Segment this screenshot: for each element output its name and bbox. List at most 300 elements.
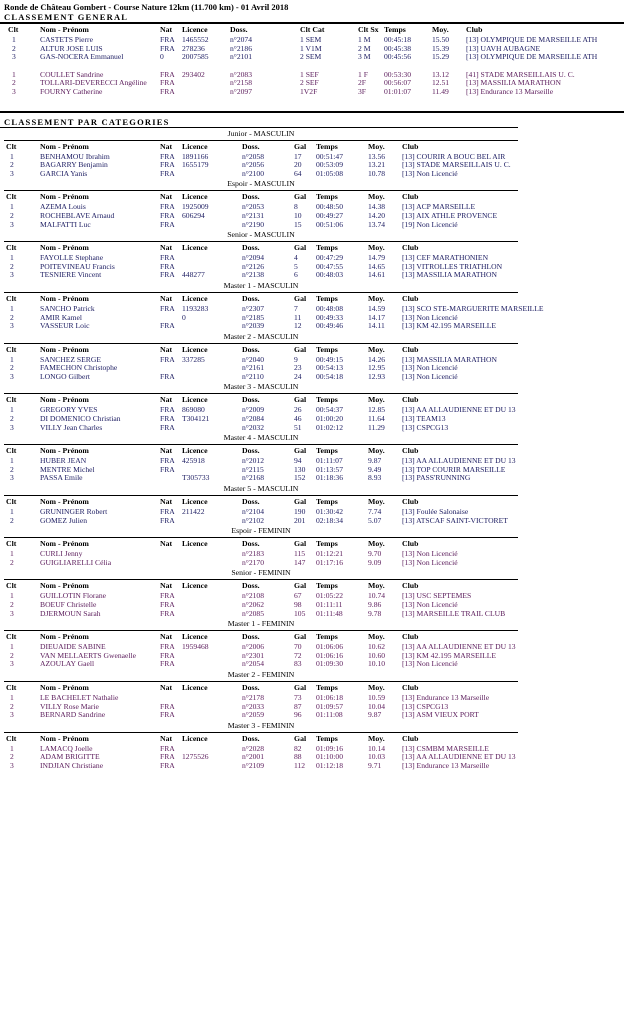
cell-overall: 7 [294, 303, 298, 313]
header-licence: Licence [182, 632, 208, 642]
cell-nat: FRA [160, 253, 175, 263]
cell-speed: 15.50 [432, 35, 450, 44]
cell-nat: FRA [160, 78, 175, 88]
cell-rank: 1 [10, 253, 14, 263]
cell-time: 00:47:55 [316, 261, 344, 271]
cell-bib: n°2039 [242, 321, 265, 331]
cell-bib: n°2138 [242, 270, 265, 280]
header-speed: Moy. [368, 395, 385, 405]
cell-nat: FRA [160, 151, 175, 161]
cell-bib: n°2185 [242, 312, 265, 322]
header-bib: Doss. [242, 395, 260, 405]
category-header-row [4, 733, 518, 745]
cell-bib: n°2062 [242, 600, 265, 609]
cell-bib: n°2006 [242, 642, 265, 652]
cell-overall: 82 [294, 743, 302, 753]
cell-cat-rank: 2 SEF [300, 78, 319, 88]
header-bib: Doss. [242, 632, 260, 642]
cell-bib: n°2085 [242, 608, 265, 618]
header-rank: Clt [6, 581, 17, 591]
cell-overall: 201 [294, 515, 306, 525]
cell-club: [13] TEAM13 [402, 414, 446, 424]
cell-licence [182, 703, 242, 712]
cell-speed: 14.65 [368, 261, 386, 271]
header-club: Club [402, 446, 419, 456]
header-nat: Nat [160, 581, 173, 591]
category-block [4, 483, 518, 525]
cell-time: 00:54:13 [316, 363, 344, 373]
cell-name: SANCHO Patrick [40, 303, 95, 313]
header-time: Temps [316, 243, 338, 253]
cell-bib: n°2032 [242, 422, 265, 432]
cell-licence: 1891166 [182, 151, 209, 161]
header-nat: Nat [160, 141, 173, 151]
cell-time: 01:12:21 [316, 549, 344, 559]
cell-name: SANCHEZ SERGE [40, 354, 101, 364]
category-title: Senior - MASCULIN [227, 230, 295, 240]
header-rank: Clt [6, 733, 17, 743]
cell-bib: n°2012 [242, 456, 265, 466]
cell-time: 00:51:06 [316, 219, 344, 229]
cell-rank: 1 [10, 743, 14, 753]
cell-rank: 3 [10, 422, 14, 432]
cell-licence: 1959468 [182, 642, 209, 652]
header-speed: Moy. [368, 497, 385, 507]
category-title: Master 5 - MASCULIN [223, 484, 299, 494]
cell-licence: 2007585 [182, 52, 209, 62]
cell-speed: 9.70 [368, 549, 382, 559]
header-rank: Clt [6, 632, 17, 642]
table-row [4, 271, 518, 280]
header-licence: Licence [182, 192, 208, 202]
cell-name: DIEUAIDE SABINE [40, 642, 106, 652]
cell-nat: FRA [160, 69, 175, 79]
cell-rank: 1 [10, 303, 14, 313]
cell-overall: 15 [294, 219, 302, 229]
cell-speed: 7.74 [368, 507, 382, 517]
cell-name: GUILLOTIN Florane [40, 591, 107, 601]
table-row [4, 711, 518, 720]
cell-rank: 2 [10, 557, 14, 567]
cell-bib: n°2110 [242, 371, 264, 381]
category-block [4, 669, 518, 720]
cell-time: 00:54:37 [316, 405, 344, 415]
header-time: Temps [316, 192, 338, 202]
header-rank: Clt [6, 344, 17, 354]
header-name: Nom - Prénom [40, 446, 89, 456]
cell-time: 01:00:20 [316, 414, 344, 424]
cell-nat: FRA [160, 642, 175, 652]
cell-time: 01:09:57 [316, 701, 344, 711]
cell-club: [13] KM 42.195 MARSEILLE [402, 650, 497, 660]
cell-rank: 2 [10, 312, 14, 322]
cell-speed: 14.20 [368, 210, 386, 220]
header-bib: Doss. [242, 344, 260, 354]
cell-overall: 190 [294, 507, 306, 517]
cell-rank: 2 [10, 160, 14, 170]
header-name: Nom - Prénom [40, 25, 89, 34]
header-time: Temps [316, 682, 338, 692]
cell-rank: 1 [12, 69, 16, 79]
cell-rank: 2 [10, 701, 14, 711]
cell-speed: 14.17 [368, 312, 386, 322]
cell-nat: FRA [160, 371, 175, 381]
header-bib: Doss. [242, 682, 260, 692]
header-time: Temps [316, 293, 338, 303]
header-club: Club [402, 243, 419, 253]
category-table [4, 538, 518, 567]
cell-club: [13] USC SEPTEMES [402, 591, 472, 601]
cell-licence: 425918 [182, 456, 205, 466]
cell-nat: FRA [160, 321, 175, 331]
category-title: Senior - FEMININ [231, 568, 291, 578]
cell-bib: n°2056 [242, 160, 265, 170]
cell-time: 01:30:42 [316, 507, 344, 517]
cell-speed: 10.10 [368, 659, 386, 669]
cell-cat-rank: 1 V1M [300, 43, 322, 53]
cell-nat [160, 474, 182, 483]
cell-club: [13] Endurance 13 Marseille [402, 760, 490, 770]
cell-club: [13] Non Licencié [402, 371, 458, 381]
cell-speed: 10.60 [368, 650, 386, 660]
cell-bib: n°2094 [242, 253, 265, 263]
cell-name: FOURNY Catherine [40, 86, 103, 96]
cell-overall: 152 [294, 473, 306, 483]
cell-club: [13] TOP COURIR MARSEILLE [402, 464, 506, 474]
cell-name: DJERMOUN Sarah [40, 608, 101, 618]
cell-overall: 4 [294, 253, 298, 263]
cell-time: 01:02:12 [316, 422, 344, 432]
category-table [4, 445, 518, 483]
cell-nat: FRA [160, 422, 175, 432]
cell-speed: 9.78 [368, 608, 382, 618]
cell-speed: 14.59 [368, 303, 386, 313]
cell-licence [182, 254, 242, 263]
cell-bib: n°2186 [230, 43, 253, 53]
cell-sex-rank: 1 F [358, 69, 368, 79]
cell-club: [13] Non Licencié [402, 549, 458, 559]
header-time: Temps [316, 581, 338, 591]
cell-overall: 98 [294, 600, 302, 609]
cell-overall: 9 [294, 354, 298, 364]
cell-rank: 3 [10, 608, 14, 618]
cell-licence [182, 373, 242, 382]
cell-nat: FRA [160, 202, 175, 212]
cell-sex-rank: 3F [358, 86, 367, 96]
cell-nat: FRA [160, 261, 175, 271]
cell-speed: 9.09 [368, 557, 382, 567]
cell-time: 00:45:56 [384, 52, 412, 62]
cell-time: 00:49:33 [316, 312, 344, 322]
cell-speed: 14.11 [368, 321, 385, 331]
cell-overall: 96 [294, 710, 302, 720]
cell-licence [182, 170, 242, 179]
cell-nat: FRA [160, 752, 175, 762]
cell-rank: 2 [10, 515, 14, 525]
header-rank: Clt [6, 395, 17, 405]
cell-bib: n°2074 [230, 35, 253, 44]
cell-name: GARCIA Yanis [40, 168, 88, 178]
cell-club: [13] MASSILIA MARATHON [402, 270, 497, 280]
cell-name: CURLI Jenny [40, 549, 83, 559]
cell-time: 00:47:29 [316, 253, 344, 263]
cell-licence: 337285 [182, 354, 205, 364]
category-table [4, 580, 518, 618]
header-name: Nom - Prénom [40, 581, 89, 591]
cell-rank: 1 [10, 591, 14, 601]
cell-club: [13] MASSILIA MARATHON [466, 78, 561, 88]
header-nat: Nat [160, 497, 173, 507]
header-licence: Licence [182, 497, 208, 507]
header-speed: Moy. [368, 733, 385, 743]
cell-time: 00:49:46 [316, 321, 344, 331]
cell-name: TOLLARI-DEVERECCI Angéline [40, 78, 147, 88]
cell-bib: n°2190 [242, 219, 265, 229]
header-overall: Gal [294, 446, 307, 456]
cell-speed: 9.87 [368, 456, 382, 466]
cell-speed: 10.74 [368, 591, 386, 601]
cell-name: POITEVINEAU Francis [40, 261, 115, 271]
cell-rank: 2 [10, 210, 14, 220]
cell-time: 00:48:50 [316, 202, 344, 212]
header-time: Temps [316, 632, 338, 642]
cell-overall: 94 [294, 456, 302, 466]
cell-club: [13] VITROLLES TRIATHLON [402, 261, 503, 271]
category-block [4, 618, 518, 669]
cell-speed: 11.64 [368, 414, 385, 424]
cell-nat: FRA [160, 743, 175, 753]
cell-overall: 112 [294, 760, 306, 770]
header-overall: Gal [294, 733, 307, 743]
cell-licence: T305733 [182, 473, 210, 483]
header-overall: Gal [294, 497, 307, 507]
header-overall: Gal [294, 243, 307, 253]
table-row [4, 424, 518, 433]
header-speed: Moy. [368, 192, 385, 202]
cell-nat: FRA [160, 210, 175, 220]
cell-bib: n°2033 [242, 701, 265, 711]
header-overall: Gal [294, 141, 307, 151]
cell-licence [182, 517, 242, 526]
cell-time: 00:49:27 [316, 210, 344, 220]
header-overall: Gal [294, 632, 307, 642]
header-overall: Gal [294, 539, 307, 549]
category-table [4, 344, 518, 382]
cell-rank: 2 [10, 650, 14, 660]
cell-rank: 2 [12, 43, 16, 53]
cell-bib: n°2108 [242, 591, 265, 601]
table-row [4, 53, 624, 62]
cell-name: GOMEZ Julien [40, 515, 88, 525]
cell-rank: 3 [10, 168, 14, 178]
cell-overall: 20 [294, 160, 302, 170]
cell-licence: 0 [182, 312, 186, 322]
cell-speed: 9.71 [368, 760, 382, 770]
cell-overall: 26 [294, 405, 302, 415]
cell-club: [13] Non Licencié [402, 600, 458, 609]
header-rank: Clt [6, 446, 17, 456]
cell-bib: n°2109 [242, 760, 265, 770]
cell-name: ROCHEBLAVE Arnaud [40, 210, 115, 220]
cell-nat: FRA [160, 600, 175, 609]
cell-speed: 13.12 [432, 69, 450, 79]
cell-name: GRUNINGER Robert [40, 507, 108, 517]
cell-time: 00:48:03 [316, 270, 344, 280]
cell-name: FAYOLLE Stephane [40, 253, 104, 263]
cell-overall: 64 [294, 168, 302, 178]
cell-club: [13] Non Licencié [402, 557, 458, 567]
header-licence: Licence [182, 344, 208, 354]
header-licence: Licence [182, 682, 208, 692]
cell-name: GUIGLIARELLI Célia [40, 557, 112, 567]
cell-cat-rank: 1 SEF [300, 69, 319, 79]
header-rank: Clt [6, 682, 17, 692]
header-overall: Gal [294, 293, 307, 303]
header-speed: Moy. [368, 344, 385, 354]
cell-nat: FRA [160, 659, 175, 669]
cell-name: AMIR Kamel [40, 312, 82, 322]
cell-club: [13] PASS'RUNNING [402, 473, 471, 483]
cell-rank: 1 [10, 405, 14, 415]
header-club: Club [402, 539, 419, 549]
cell-bib: n°2059 [242, 710, 265, 720]
cell-nat: FRA [160, 43, 175, 53]
cell-speed: 14.61 [368, 270, 386, 280]
header-time: Temps [316, 446, 338, 456]
cell-club: [13] CSMBM MARSEILLE [402, 743, 489, 753]
header-rank: Clt [6, 293, 17, 303]
cell-nat: FRA [160, 35, 175, 44]
cell-rank: 2 [10, 752, 14, 762]
cell-rank: 2 [10, 464, 14, 474]
header-name: Nom - Prénom [40, 293, 89, 303]
header-overall: Gal [294, 192, 307, 202]
table-row [4, 762, 518, 771]
cell-speed: 13.56 [368, 151, 386, 161]
header-bib: Doss. [242, 141, 260, 151]
cell-speed: 10.03 [368, 752, 386, 762]
header-licence: Licence [182, 395, 208, 405]
cell-speed: 13.74 [368, 219, 386, 229]
cell-name: ADAM BRIGITTE [40, 752, 100, 762]
cell-name: DI DOMENICO Christian [40, 414, 121, 424]
cell-nat: FRA [160, 219, 175, 229]
cell-nat: 0 [160, 52, 164, 62]
cell-nat: FRA [160, 354, 175, 364]
cell-club: [13] UAVH AUBAGNE [466, 43, 541, 53]
category-title: Master 3 - FEMININ [227, 720, 295, 730]
cell-sex-rank: 2F [358, 78, 367, 88]
cell-nat: FRA [160, 86, 175, 96]
cell-overall: 51 [294, 422, 302, 432]
cell-overall: 17 [294, 151, 302, 161]
cell-speed: 10.62 [368, 642, 386, 652]
cell-rank: 2 [10, 363, 14, 373]
cell-name: LONGO Gilbert [40, 371, 90, 381]
table-row [4, 170, 518, 179]
cell-overall: 12 [294, 321, 302, 331]
header-nat: Nat [160, 632, 173, 642]
header-bib: Doss. [242, 581, 260, 591]
cell-bib: n°2028 [242, 743, 265, 753]
header-sex-rank: Clt Sx [358, 25, 379, 34]
cell-licence [182, 322, 242, 331]
cell-overall: 10 [294, 210, 302, 220]
cell-speed: 10.04 [368, 701, 386, 711]
cell-bib: n°2168 [242, 473, 265, 483]
table-row [4, 322, 518, 331]
header-nat: Nat [160, 395, 173, 405]
category-table [4, 394, 518, 432]
header-club: Club [402, 395, 419, 405]
header-bib: Doss. [242, 539, 260, 549]
cell-speed: 9.87 [368, 710, 382, 720]
cell-name: VILLY Rose Marie [40, 701, 99, 711]
cell-bib: n°2131 [242, 210, 265, 220]
cell-time: 00:53:30 [384, 69, 412, 79]
cell-sex-rank: 1 M [358, 35, 371, 44]
cell-cat-rank: 2 SEM [300, 52, 322, 62]
header-speed: Moy. [368, 581, 385, 591]
cell-licence: 606294 [182, 210, 205, 220]
cell-rank: 1 [10, 692, 14, 702]
header-rank: Clt [6, 192, 17, 202]
cell-club: [13] Non Licencié [402, 363, 458, 373]
cell-name: BENHAMOU Ibrahim [40, 151, 110, 161]
header-time: Temps [384, 25, 406, 34]
category-title: Master 4 - MASCULIN [223, 433, 299, 443]
cell-nat: FRA [160, 168, 175, 178]
cell-bib: n°2054 [242, 659, 265, 669]
cell-time: 00:56:07 [384, 78, 412, 88]
header-nat: Nat [160, 293, 173, 303]
cell-speed: 11.49 [432, 86, 449, 96]
header-rank: Clt [6, 539, 17, 549]
header-overall: Gal [294, 344, 307, 354]
cell-name: AZEMA Louis [40, 202, 86, 212]
header-licence: Licence [182, 446, 208, 456]
header-overall: Gal [294, 395, 307, 405]
cell-licence [182, 694, 242, 703]
category-block [4, 128, 518, 179]
cell-overall: 87 [294, 701, 302, 711]
header-time: Temps [316, 395, 338, 405]
header-licence: Licence [182, 243, 208, 253]
cell-nat: FRA [160, 405, 175, 415]
cell-licence [182, 88, 230, 97]
table-row [4, 373, 518, 382]
cell-club: [13] AA ALLAUDIENNE ET DU 13 [402, 642, 516, 652]
category-block [4, 178, 518, 229]
category-block [4, 525, 518, 567]
cell-club: [13] OLYMPIQUE DE MARSEILLE ATH [466, 52, 598, 62]
cell-name: LAMACQ Joelle [40, 743, 93, 753]
cell-rank: 3 [10, 321, 14, 331]
category-title: Master 1 - MASCULIN [223, 280, 299, 290]
header-licence: Licence [182, 539, 208, 549]
cell-rank: 3 [10, 473, 14, 483]
cell-licence [182, 221, 242, 230]
cell-club: [13] MASSILIA MARATHON [402, 354, 497, 364]
table-row [4, 88, 624, 97]
header-club: Club [402, 581, 419, 591]
header-licence: Licence [182, 581, 208, 591]
cell-time: 00:51:47 [316, 151, 344, 161]
cell-licence [182, 610, 242, 619]
cell-time: 01:11:08 [316, 710, 343, 720]
category-table [4, 631, 518, 669]
cell-rank: 3 [12, 52, 16, 62]
